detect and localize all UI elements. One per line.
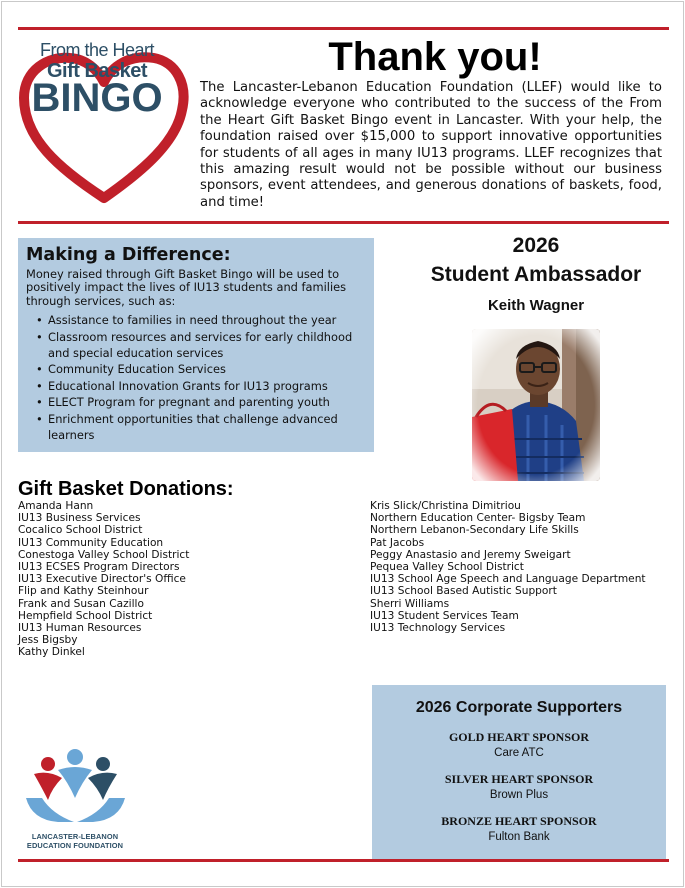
ambassador-photo: [472, 329, 600, 481]
bullet-icon: •: [36, 411, 43, 426]
logo-line-3: BINGO: [31, 76, 163, 120]
donations-list-right: [370, 500, 670, 634]
donations-title: Gift Basket Donations:: [18, 478, 234, 500]
list-item: [36, 312, 366, 328]
difference-title: Making a Difference:: [26, 245, 231, 265]
tier-level: SILVER HEART SPONSOR: [444, 772, 594, 786]
list-item: Cocalico School District: [18, 524, 143, 537]
bullet-icon: •: [36, 313, 43, 328]
logo-line-2: Gift Basket: [46, 60, 148, 82]
list-item: [36, 378, 366, 394]
list-item: IU13 Business Services: [18, 512, 141, 525]
list-item: Kathy Dinkel: [18, 646, 85, 659]
page-title: Thank you!: [328, 35, 542, 79]
list-item: IU13 School Age Speech and Language Department: [370, 573, 646, 586]
foundation-name-line-2: EDUCATION FOUNDATION: [26, 841, 124, 850]
list-item: [36, 329, 366, 362]
list-item: [36, 411, 366, 444]
difference-intro: Money raised through Gift Basket Bingo will be used to positively impact the lives of IU13 students and families through services, such as:: [26, 267, 347, 308]
list-item: Jess Bigsby: [18, 634, 78, 647]
list-item: Kris Slick/Christina Dimitriou: [370, 500, 521, 512]
list-item: Pat Jacobs: [370, 536, 425, 549]
list-item: Northern Education Center- Bigsby Team: [370, 512, 586, 525]
sponsor-tier-gold: [372, 730, 666, 759]
sponsor-tier-bronze: [372, 814, 666, 843]
difference-list: [26, 312, 366, 443]
list-item: Hempfield School District: [18, 609, 153, 622]
bullet-icon: •: [36, 329, 43, 344]
middle-rule: [18, 221, 669, 224]
list-item: IU13 Technology Services: [370, 622, 506, 635]
ambassador-year: 2026: [512, 234, 560, 257]
list-item: IU13 Student Services Team: [370, 609, 519, 622]
bottom-rule: [18, 859, 669, 862]
list-item: IU13 Human Resources: [18, 622, 142, 635]
list-item-text: Classroom resources and services for early childhood and special education services: [48, 329, 353, 361]
list-item: Sherri Williams: [370, 597, 450, 610]
list-item: IU13 ECSES Program Directors: [18, 561, 180, 574]
bullet-icon: •: [36, 378, 43, 393]
list-item: IU13 Community Education: [18, 536, 164, 549]
intro-paragraph: The Lancaster-Lebanon Education Foundation (LLEF) would like to acknowledge everyone who contributed to the success of the From the Heart Gift Basket Bingo event in Lancaster. With your help, the foundation raised over $15,000 to support innovative opportunities for students of all ages in many IU13 programs. LLEF recognizes that this amazing result would not be possible without our business sponsors, event attendees, and generous donations of baskets, food, and time!: [200, 80, 662, 210]
list-item: Pequea Valley School District: [370, 561, 524, 574]
logo-line-1: From the Heart: [39, 40, 155, 60]
foundation-name-line-1: LANCASTER-LEBANON: [31, 832, 119, 841]
tier-level: GOLD HEART SPONSOR: [448, 730, 590, 744]
list-item-text: ELECT Program for pregnant and parenting youth: [48, 395, 330, 410]
student-portrait-image: [472, 329, 600, 481]
bullet-icon: •: [36, 362, 43, 377]
corporate-title: 2026 Corporate Supporters: [415, 699, 623, 716]
people-hands-icon: [18, 748, 133, 830]
top-rule: [18, 27, 669, 30]
ambassador-title: Student Ambassador: [430, 263, 642, 286]
tier-sponsor: Fulton Bank: [488, 831, 550, 843]
sponsor-tier-silver: [372, 772, 666, 801]
list-item: IU13 School Based Autistic Support: [370, 585, 557, 598]
donations-list-left: [18, 500, 338, 659]
bullet-icon: •: [36, 395, 43, 410]
list-item-text: Enrichment opportunities that challenge advanced learners: [48, 411, 338, 443]
list-item: [36, 394, 366, 410]
list-item: [36, 361, 366, 377]
list-item-text: Community Education Services: [48, 362, 226, 377]
tier-sponsor: Care ATC: [494, 747, 544, 759]
foundation-logo: [18, 748, 133, 830]
list-item: Frank and Susan Cazillo: [18, 597, 144, 610]
list-item-text: Assistance to families in need throughout the year: [48, 313, 337, 328]
ambassador-name: Keith Wagner: [487, 297, 585, 314]
list-item: Northern Lebanon-Secondary Life Skills: [370, 524, 579, 537]
tier-sponsor: Brown Plus: [489, 789, 549, 801]
making-a-difference-panel: [18, 238, 374, 452]
list-item: Amanda Hann: [18, 500, 94, 512]
tier-level: BRONZE HEART SPONSOR: [441, 814, 597, 828]
list-item: IU13 Executive Director's Office: [18, 573, 186, 586]
list-item: Flip and Kathy Steinhour: [18, 585, 149, 598]
list-item: Conestoga Valley School District: [18, 548, 190, 561]
corporate-supporters-panel: [372, 685, 666, 859]
list-item-text: Educational Innovation Grants for IU13 programs: [48, 378, 328, 393]
list-item: Peggy Anastasio and Jeremy Sweigart: [370, 548, 571, 561]
